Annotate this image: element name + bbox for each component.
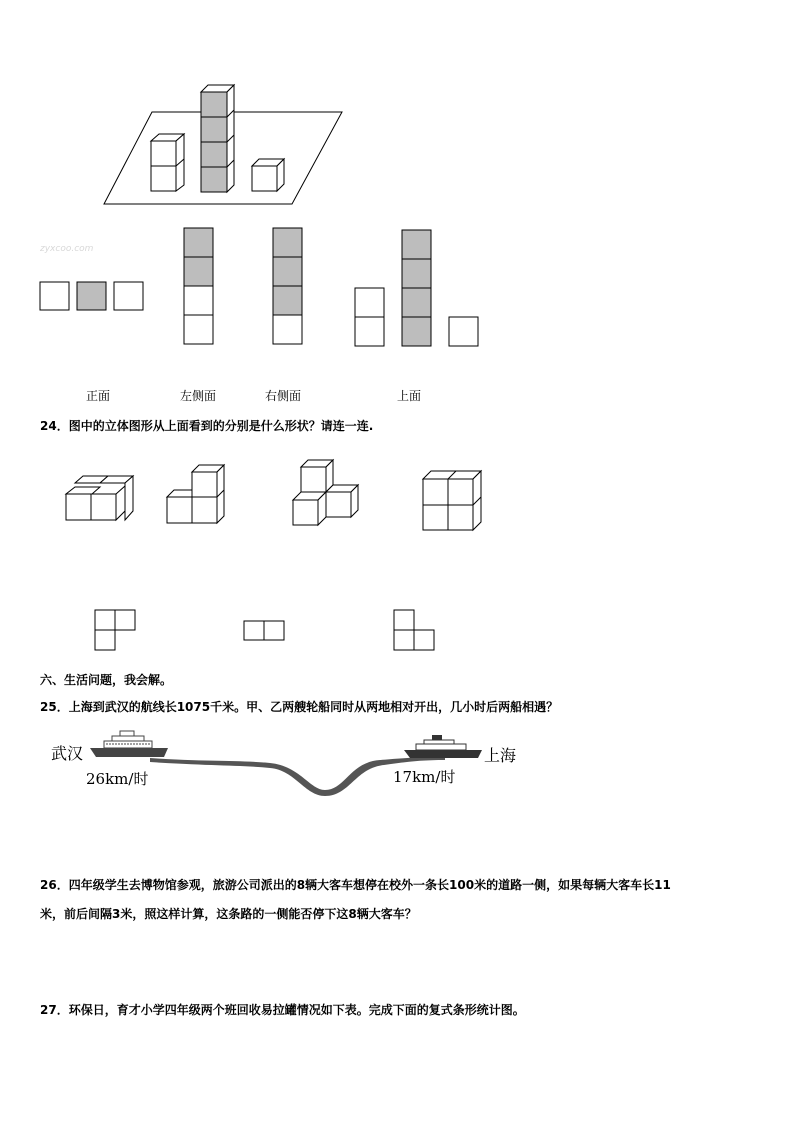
view-left-shape (184, 228, 213, 344)
question-26-line2: 米，前后间隔3米，照这样计算，这条路的一侧能否停下这8辆大客车？ (40, 907, 417, 921)
cube-stack-left (151, 134, 184, 191)
top-view-option-1[interactable] (95, 610, 135, 650)
view-front-shape (40, 282, 143, 310)
speed-left: 26km/时 (86, 770, 149, 788)
top-view-option-2[interactable] (244, 621, 284, 640)
watermark: zyxcoo.com (40, 244, 94, 254)
solid-1 (66, 476, 133, 520)
view-right-shape (273, 228, 302, 344)
label-right-side: 右侧面 (265, 389, 302, 403)
ship-left-icon (90, 731, 168, 757)
cube-single-right (252, 159, 284, 191)
question-25: 25．上海到武汉的航线长1075千米。甲、乙两艘轮船同时从两地相对开出，几小时后两船相遇？ (40, 700, 559, 714)
label-top: 上面 (397, 389, 422, 403)
solid-2 (167, 465, 224, 523)
city-left-wuhan: 武汉 (51, 744, 84, 763)
ship-right-icon (404, 735, 482, 758)
question-27: 27．环保日，育才小学四年级两个班回收易拉罐情况如下表。完成下面的复式条形统计图。 (40, 1003, 525, 1017)
question-26-line1: 26．四年级学生去博物馆参观，旅游公司派出的8辆大客车想停在校外一条长100米的道路一侧，如果每辆大客车长11 (40, 878, 671, 892)
solid-3 (293, 460, 358, 525)
view-top-shape (355, 230, 478, 346)
city-right-shanghai: 上海 (484, 746, 517, 765)
section-6-title: 六、生活问题，我会解。 (40, 673, 173, 687)
label-front: 正面 (86, 389, 111, 403)
solid-4 (423, 471, 481, 530)
cube-stack-middle (201, 85, 234, 192)
top-view-option-3[interactable] (394, 610, 434, 650)
speed-right: 17km/时 (393, 768, 456, 786)
label-left-side: 左侧面 (180, 389, 217, 403)
question-24: 24．图中的立体图形从上面看到的分别是什么形状？请连一连. (40, 419, 374, 433)
